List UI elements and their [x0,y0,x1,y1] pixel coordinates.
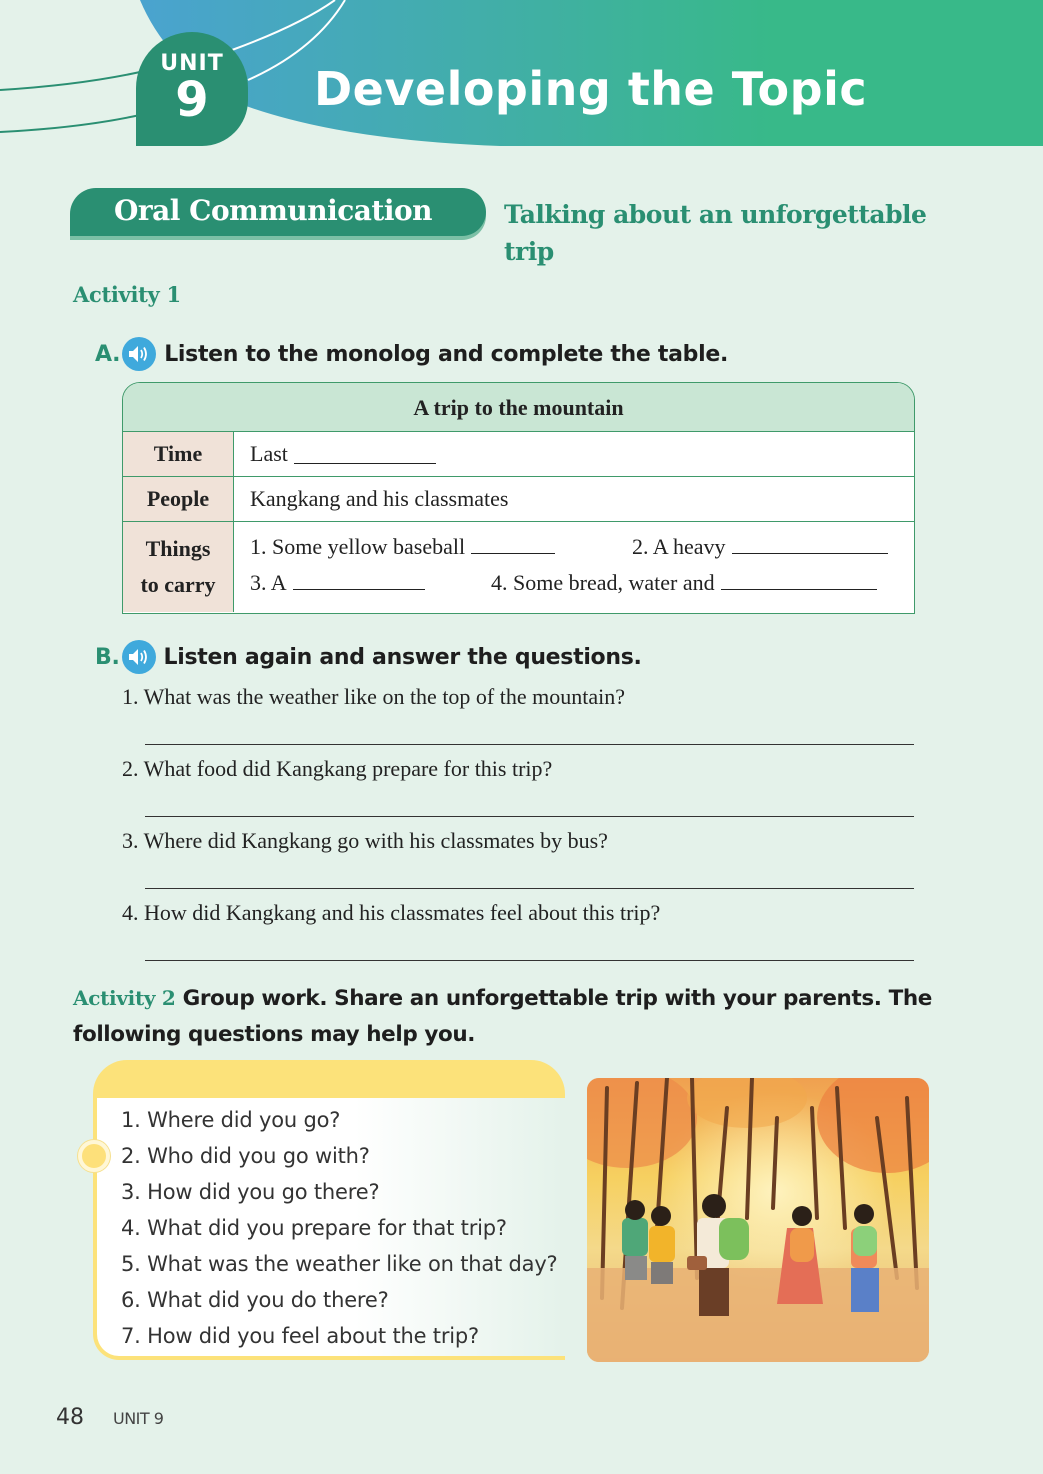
answer-line[interactable] [145,888,914,889]
row-label-people: People [123,477,234,521]
row-value-time [234,432,914,476]
guide-question: 1. Where did you go? [121,1108,341,1132]
guide-question: 2. Who did you go with? [121,1144,370,1168]
audio-icon[interactable] [122,337,156,371]
carry-blank-3[interactable] [293,570,425,590]
part-a-letter: A. [95,341,121,367]
table-title: A trip to the mountain [123,383,914,432]
question-item: 3. Where did Kangkang go with his classmates by bus? [122,828,608,853]
answer-line[interactable] [145,960,914,961]
activity-2-text: Group work. Share an unforgettable trip with your parents. The following questions may help you. [73,986,932,1047]
row-value-people: Kangkang and his classmates [250,486,509,511]
table-row-time [123,432,914,477]
unit-banner [0,0,1043,146]
guide-question: 5. What was the weather like on that day? [121,1252,558,1276]
card-header-band [93,1060,565,1100]
unit-badge [136,32,248,146]
carry-item-3-text: 3. A [250,570,287,595]
autumn-forest-illustration [587,1078,929,1362]
time-blank[interactable] [294,444,436,464]
time-prefix: Last [250,441,288,466]
table-row-things [123,522,914,612]
part-a-text: Listen to the monolog and complete the table. [164,341,729,367]
things-label-line1: Things [145,536,211,561]
row-label-things [123,522,234,612]
guide-question: 4. What did you prepare for that trip? [121,1216,507,1240]
footer-unit-label: UNIT 9 [113,1409,164,1428]
activity-1-label: Activity 1 [73,282,181,307]
audio-icon[interactable] [122,640,156,674]
carry-item-4 [491,570,877,596]
bullet-dot-icon [78,1140,110,1172]
guide-question: 7. How did you feel about the trip? [121,1324,479,1348]
guide-question: 6. What did you do there? [121,1288,389,1312]
question-item: 1. What was the weather like on the top of the mountain? [122,684,626,709]
answer-line[interactable] [145,816,914,817]
part-b-instruction [95,640,642,674]
carry-item-3 [250,570,425,596]
carry-item-2-text: 2. A heavy [632,534,726,559]
page-title: Developing the Topic [314,62,868,116]
guide-question: 3. How did you go there? [121,1180,380,1204]
page-number: 48 [56,1405,84,1430]
row-value-things [234,522,914,612]
activity-2-label: Activity 2 [73,986,176,1010]
section-label: Oral Communication [114,194,433,227]
answer-line[interactable] [145,744,914,745]
carry-blank-2[interactable] [732,534,888,554]
activity-2-instruction [73,980,953,1053]
table-row-people [123,477,914,522]
row-label-time: Time [123,432,234,476]
part-a-instruction [95,337,728,371]
carry-item-1 [250,534,555,560]
carry-blank-1[interactable] [471,534,555,554]
section-subtitle: Talking about an unforgettable trip [504,200,927,266]
section-label-pill [70,188,486,236]
trip-table [122,382,915,614]
carry-blank-4[interactable] [721,570,877,590]
question-item: 4. How did Kangkang and his classmates feel about this trip? [122,900,661,925]
unit-word: UNIT [160,51,224,76]
carry-item-1-text: 1. Some yellow baseball [250,534,466,559]
unit-number: 9 [175,72,209,128]
question-item: 2. What food did Kangkang prepare for this trip? [122,756,553,781]
guide-question-list [121,1102,558,1354]
things-label-line2: to carry [140,572,216,597]
part-b-text: Listen again and answer the questions. [163,644,642,670]
part-b-letter: B. [95,644,120,670]
carry-item-4-text: 4. Some bread, water and [491,570,715,595]
carry-item-2 [632,534,888,560]
